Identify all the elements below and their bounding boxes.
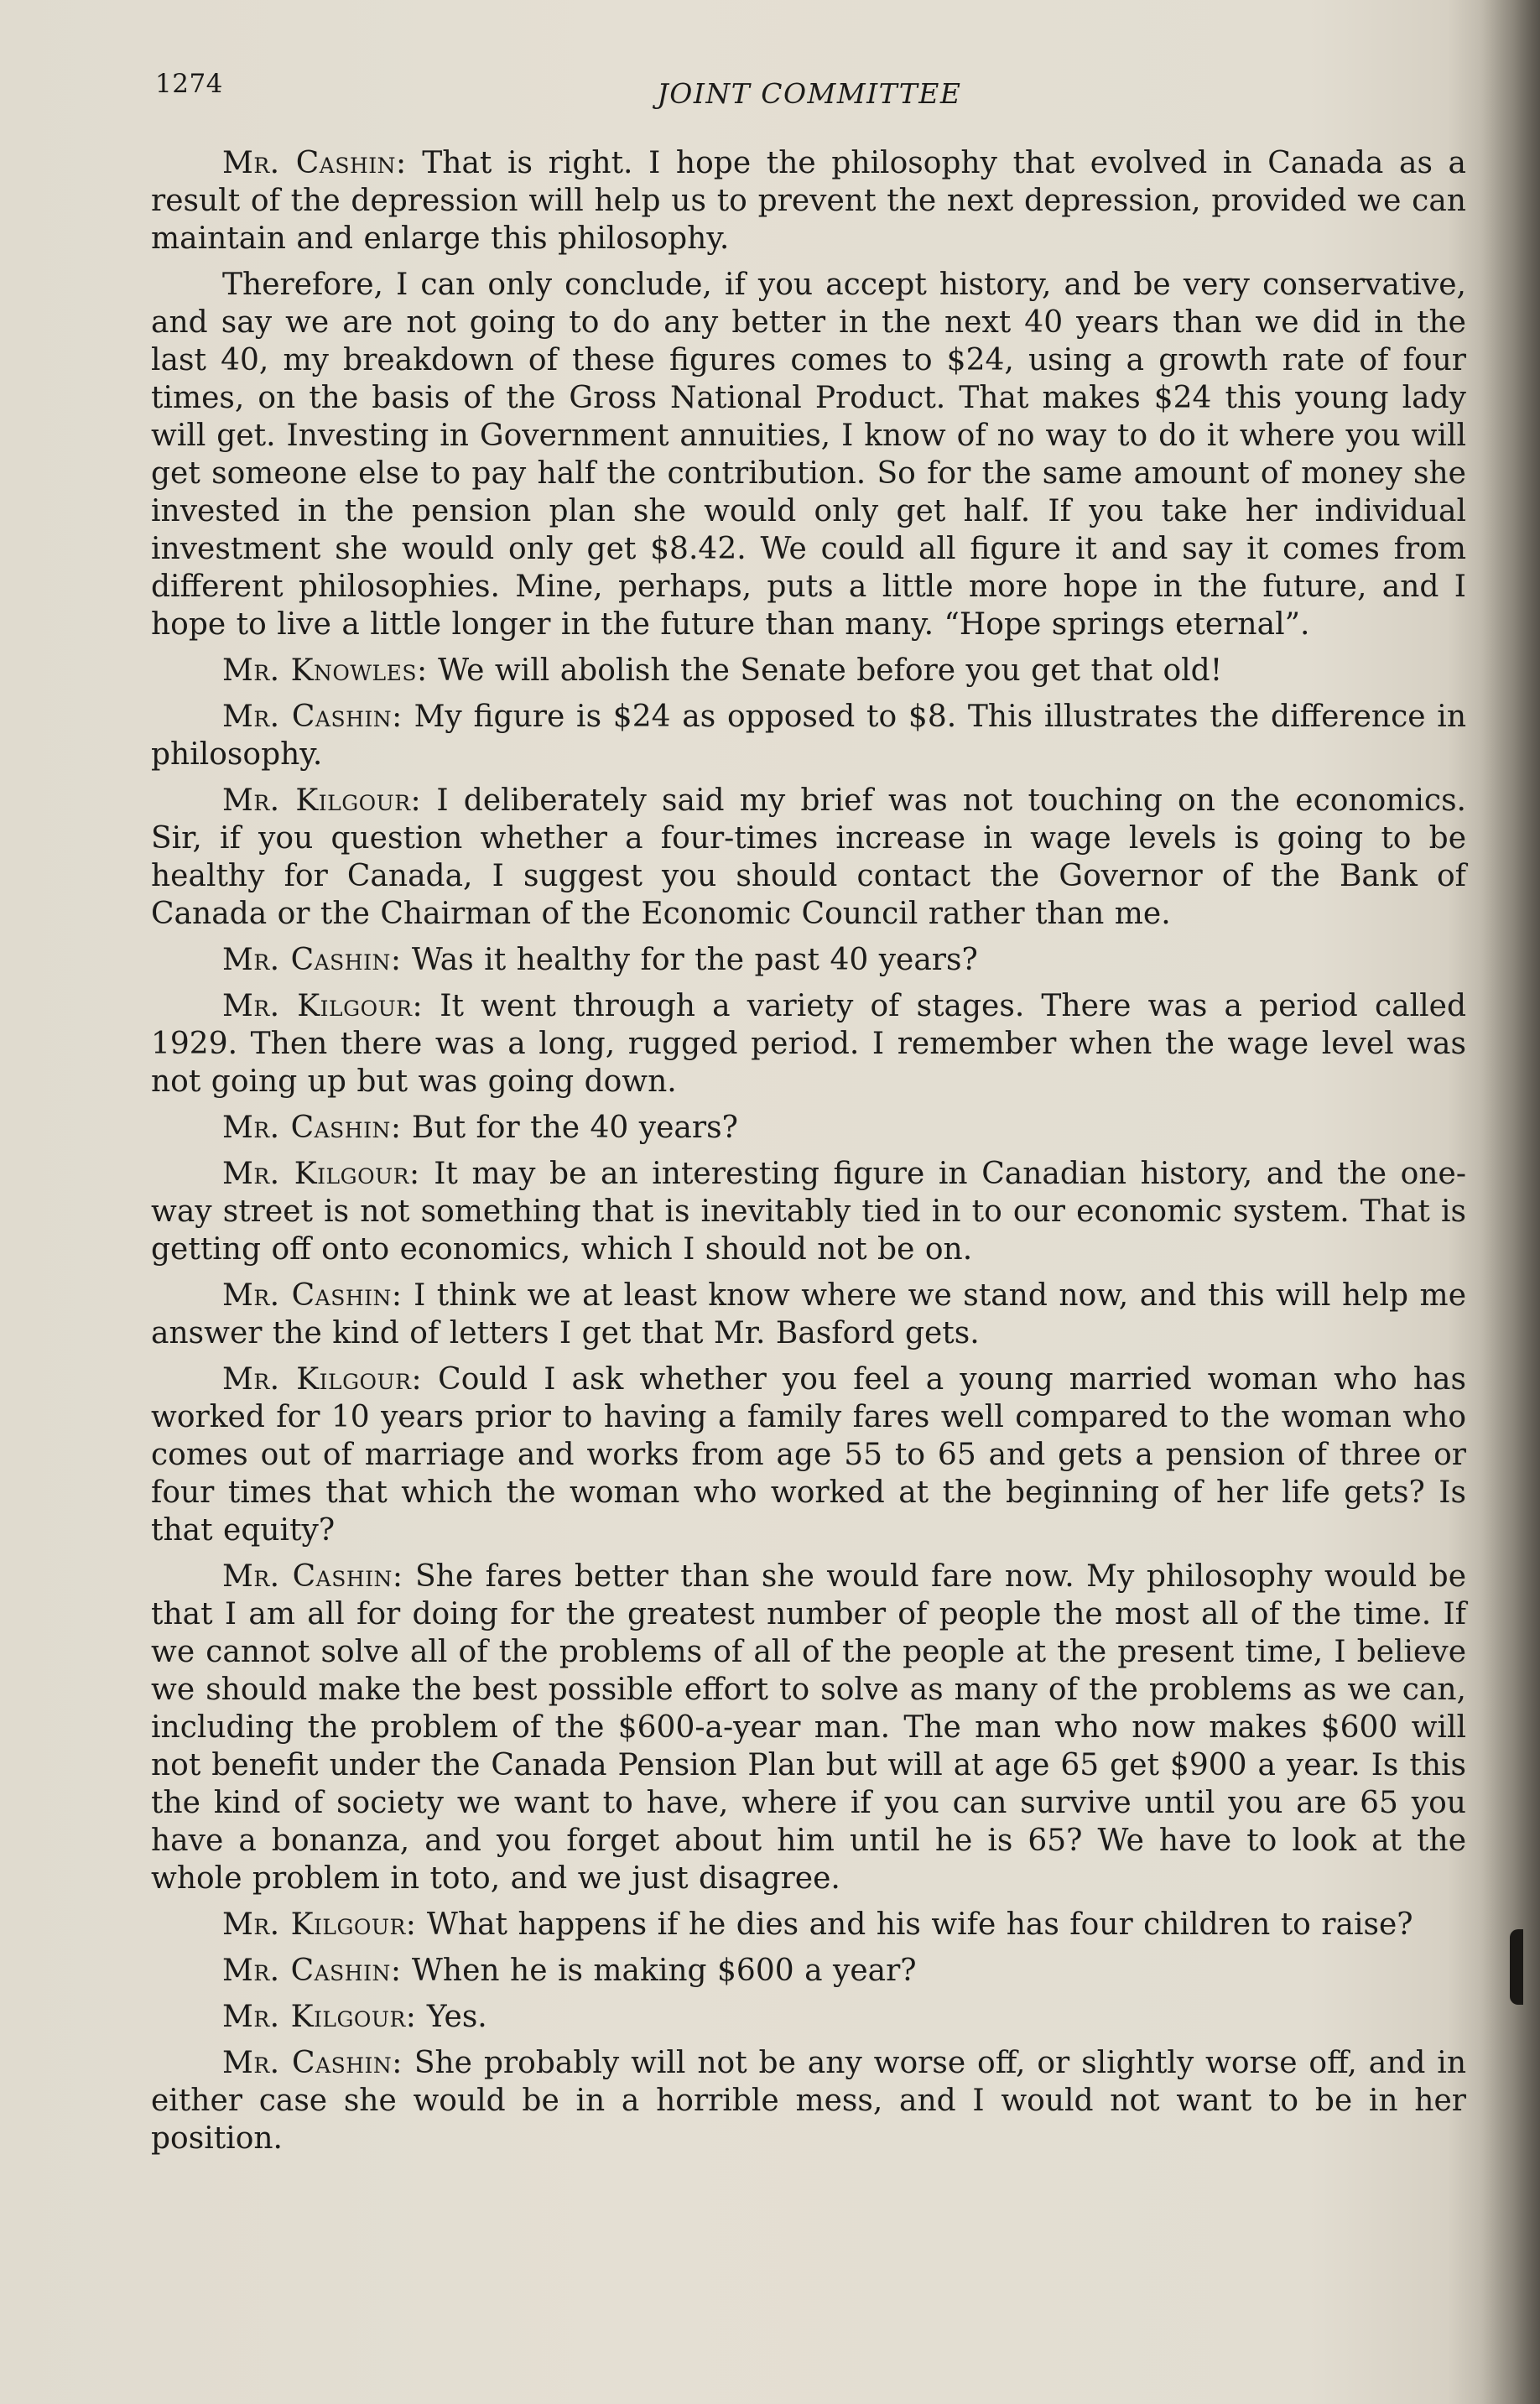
page-header (155, 69, 1464, 119)
paragraph-2 (151, 266, 1466, 643)
paragraph-text: Could I ask whether you feel a young married woman who has worked for 10 years prior to having a family fares well compared to the woman who comes out of marriage and works from age 55 to 65 and gets a pension of three or four times that which the woman who worked at the beginning of her life gets? Is that equity? (151, 1362, 1466, 1548)
speaker-name: Mr. Kilgour: (222, 1157, 420, 1191)
paragraph-14 (151, 1952, 1466, 1990)
paragraph-text: Yes. (416, 2000, 487, 2034)
speaker-name: Mr. Cashin: (222, 2046, 403, 2080)
paragraph-12 (151, 1558, 1466, 1897)
paragraph-4 (151, 698, 1466, 773)
paragraph-text: My figure is $24 as opposed to $8. This illustrates the difference in philosophy. (151, 700, 1467, 772)
speaker-name: Mr. Cashin: (222, 1278, 403, 1313)
running-head: JOINT COMMITTEE (657, 77, 962, 110)
paragraph-10 (151, 1277, 1466, 1352)
speaker-name: Mr. Kilgour: (222, 1362, 423, 1397)
paragraph-text: Therefore, I can only conclude, if you accept history, and be very conservative, and say we are not going to do any better in the next 40 years than we did in the last 40, my breakdown of these figures comes to $24, using a growth rate of four times, on the basis of the Gross National Product. That makes $24 this young lady will get. Investing in Government annuities, I know of no way to do it where you will get someone else to pay half the contribution. So for the same amount of money she invested in the pension plan she would only get half. If you take her individual investment she would only get $8.42. We could all figure it and say it comes from different philosophies. Mine, perhaps, puts a little more hope in the future, and I hope to live a little longer in the future than many. “Hope springs eternal”. (151, 268, 1466, 642)
speaker-name: Mr. Cashin: (222, 943, 402, 977)
paragraph-text: She fares better than she would fare now. My philosophy would be that I am all for doing for the greatest number of people the most all of the time. If we cannot solve all of the problems of all of the people at the present time, I believe we should make the best possible effort to solve as many of the problems as we can, including the problem of the $600-a-year man. The man who now makes $600 will not benefit under the Canada Pension Plan but will at age 65 get $900 a year. Is this the kind of society we want to have, where if you can survive until you are 65 you have a bonanza, and you forget about him until he is 65? We have to look at the whole problem in toto, and we just disagree. (151, 1559, 1466, 1896)
paragraph-text: That is right. I hope the philosophy that evolved in Canada as a result of the depression will help us to prevent the next depression, provided we can maintain and enlarge this philosophy. (151, 146, 1467, 256)
paragraph-text: It may be an interesting figure in Canadian history, and the one-way street is not something that is inevitably tied in to our economic system. That is getting off onto economics, which I should not be on. (151, 1157, 1467, 1267)
paragraph-3 (151, 652, 1466, 689)
speaker-name: Mr. Cashin: (222, 146, 407, 180)
paragraph-6 (151, 941, 1466, 979)
speaker-name: Mr. Knowles: (222, 653, 428, 688)
paragraph-text: Was it healthy for the past 40 years? (401, 943, 978, 977)
paragraph-text: It went through a variety of stages. There was a period called 1929. Then there was a long, rugged period. I remember when the wage level was not going up but was going down. (151, 989, 1466, 1099)
paragraph-13 (151, 1906, 1466, 1943)
paragraph-1 (151, 144, 1466, 258)
paragraph-7 (151, 987, 1466, 1101)
paragraph-text: I think we at least know where we stand now, and this will help me answer the kind of letters I get that Mr. Basford gets. (151, 1278, 1466, 1350)
speaker-name: Mr. Kilgour: (222, 783, 422, 818)
paragraph-15 (151, 1998, 1466, 2036)
paragraph-5 (151, 782, 1466, 933)
paragraph-text: But for the 40 years? (401, 1111, 738, 1145)
paragraph-text: We will abolish the Senate before you get that old! (427, 653, 1223, 688)
paragraph-text: I deliberately said my brief was not touching on the economics. Sir, if you question whether a four-times increase in wage levels is going to be healthy for Canada, I suggest you should contact the Governor of the Bank of Canada or the Chairman of the Economic Council rather than me. (151, 783, 1466, 931)
speaker-name: Mr. Kilgour: (222, 2000, 417, 2034)
paragraph-9 (151, 1155, 1466, 1268)
binding-mark (1510, 1929, 1523, 2005)
paragraph-text: What happens if he dies and his wife has four children to raise? (416, 1907, 1413, 1942)
speaker-name: Mr. Kilgour: (222, 989, 424, 1023)
paragraph-11 (151, 1361, 1466, 1549)
speaker-name: Mr. Cashin: (222, 700, 403, 734)
transcript-body (151, 144, 1466, 2166)
speaker-name: Mr. Cashin: (222, 1559, 403, 1594)
page-number: 1274 (155, 69, 223, 99)
speaker-name: Mr. Kilgour: (222, 1907, 417, 1942)
paragraph-text: She probably will not be any worse off, or slightly worse off, and in either case she would be in a horrible mess, and I would not want to be in her position. (151, 2046, 1467, 2156)
paragraph-text: When he is making $600 a year? (401, 1954, 917, 1988)
paragraph-16 (151, 2044, 1466, 2157)
paragraph-8 (151, 1109, 1466, 1147)
speaker-name: Mr. Cashin: (222, 1954, 402, 1988)
binding-gutter-shadow (1481, 0, 1540, 2404)
speaker-name: Mr. Cashin: (222, 1111, 402, 1145)
